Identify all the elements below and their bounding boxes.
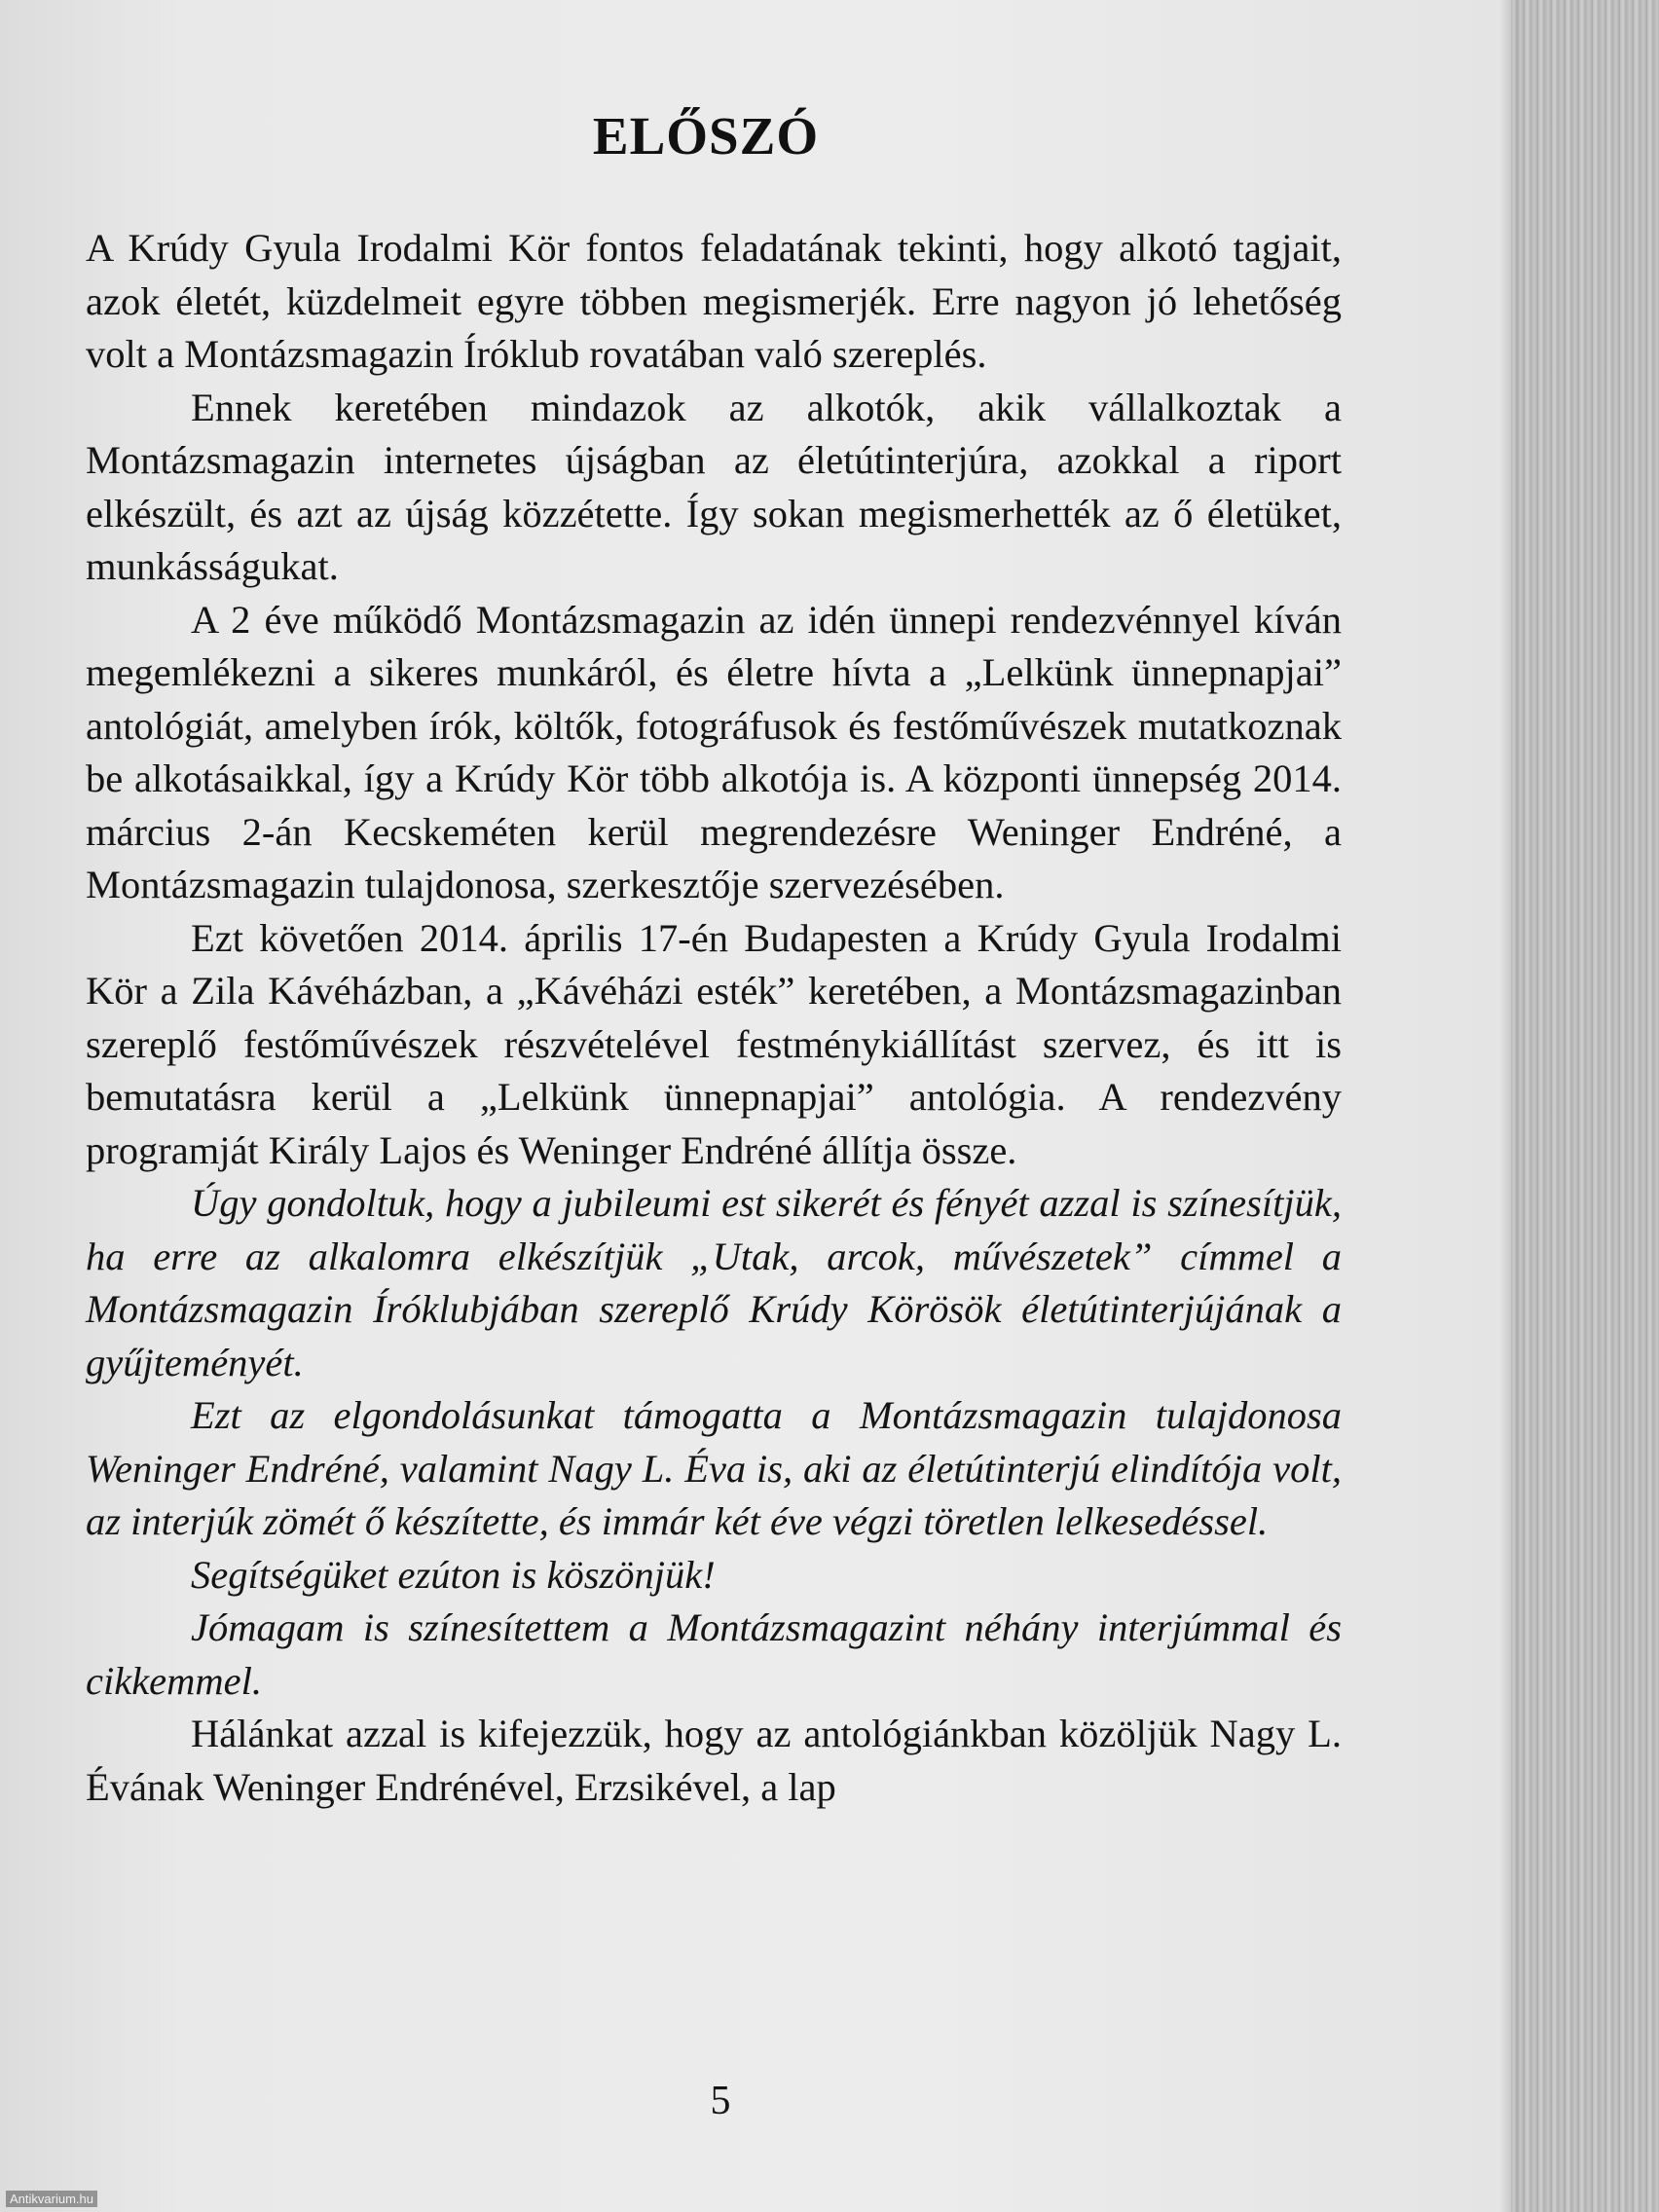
body-text [86, 222, 1342, 1814]
paragraph-9: Hálánkat azzal is kifejezzük, hogy az antológiánkban közöljük Nagy L. Évának Weninger Endrénével, Erzsikével, a lap [86, 1712, 1342, 1809]
page-stack-edge [1511, 0, 1659, 2212]
paragraph-8-italic: Jómagam is színesítettem a Montázsmagazint néhány interjúmmal és cikkemmel. [86, 1605, 1342, 1703]
paragraph-5-italic: Úgy gondoltuk, hogy a jubileumi est sikerét és fényét azzal is színesítjük, ha erre az alkalomra elkészítjük „Utak, arcok, művészetek” címmel a Montázsmagazin Íróklubjában szereplő Krúdy Körösök életútinterjújának a gyűjteményét. [86, 1181, 1342, 1384]
paragraph-4: Ezt követően 2014. április 17-én Budapesten a Krúdy Gyula Irodalmi Kör a Zila Kávéházban, a „Kávéházi esték” keretében, a Montázsmagazinban szereplő festőművészek részvételével festménykiállítást szervez, és itt is bemutatásra kerül a „Lelkünk ünnepnapjai” antológia. A rendezvény programját Király Lajos és Weninger Endréné állítja össze. [86, 915, 1342, 1172]
page-title: ELŐSZÓ [592, 106, 820, 166]
watermark: Antikvarium.hu [6, 2191, 97, 2207]
paragraph-1: A Krúdy Gyula Irodalmi Kör fontos feladatának tekinti, hogy alkotó tagjait, azok életét, küzdelmeit egyre többen megismerjék. Erre nagyon jó lehetőség volt a Montázsmagazin Íróklub rovatában való szereplés. [86, 226, 1342, 376]
paragraph-2: Ennek keretében mindazok az alkotók, akik vállalkoztak a Montázsmagazin internetes újságban az életútinterjúra, azokkal a riport elkészült, és azt az újság közzétette. Így sokan megismerhették az ő életüket, munkásságukat. [86, 385, 1342, 588]
paragraph-3: A 2 éve működő Montázsmagazin az idén ünnepi rendezvénnyel kíván megemlékezni a sikeres munkáról, és életre hívta a „Lelkünk ünnepnapjai” antológiát, amelyben írók, költők, fotográfusok és festőművészek mutatkoznak be alkotásaikkal, így a Krúdy Kör több alkotója is. A központi ünnepség 2014. március 2-án Kecskeméten kerül megrendezésre Weninger Endréné, a Montázsmagazin tulajdonosa, szerkesztője szervezésében. [86, 597, 1342, 906]
page-number: 5 [710, 2079, 731, 2123]
paragraph-7-italic: Segítségüket ezúton is köszönjük! [191, 1552, 716, 1597]
paragraph-6-italic: Ezt az elgondolásunkat támogatta a Montázsmagazin tulajdonosa Weninger Endréné, valamint Nagy L. Éva is, aki az életútinterjú elindítója volt, az interjúk zömét ő készítette, és immár két éve végzi töretlen lelkesedéssel. [86, 1393, 1342, 1543]
